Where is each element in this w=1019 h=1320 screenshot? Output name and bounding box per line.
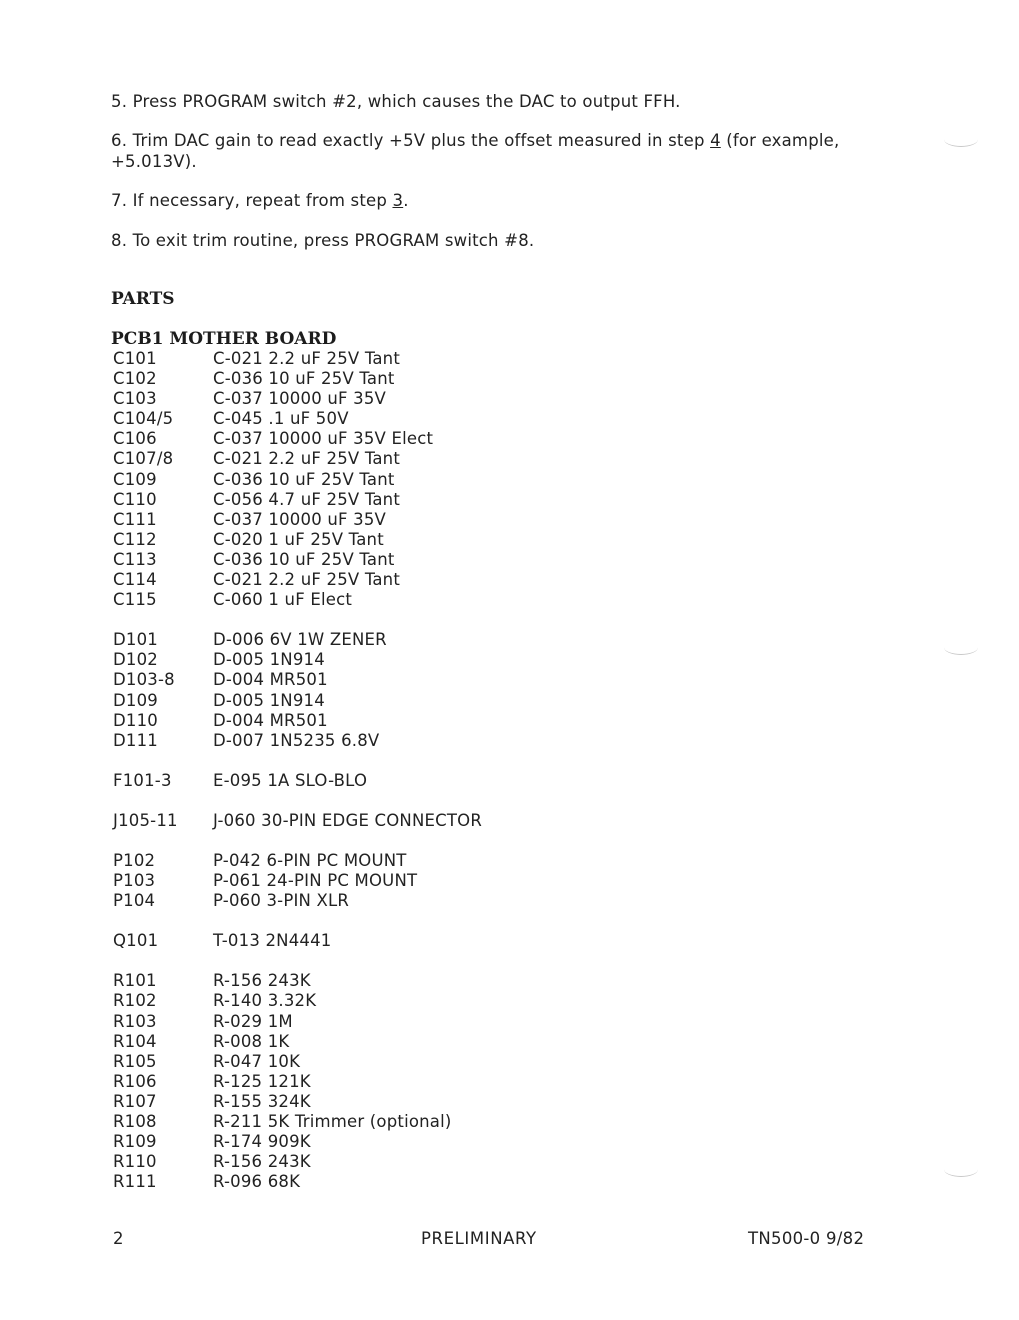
part-reference: R101 [113, 971, 157, 991]
part-reference: C101 [113, 349, 157, 368]
part-reference: C107/8 [113, 449, 174, 469]
part-reference: R104 [113, 1031, 157, 1051]
part-row [113, 691, 713, 711]
part-row [113, 771, 713, 791]
part-reference: D111 [113, 730, 158, 750]
parts-group [113, 971, 713, 1192]
part-row [113, 931, 713, 951]
part-row [113, 590, 713, 610]
part-row [113, 1012, 713, 1032]
part-row [113, 1032, 713, 1052]
part-reference: R103 [113, 1011, 157, 1031]
part-description: C-037 10000 uF 35V [213, 389, 387, 409]
part-row [113, 570, 713, 590]
part-reference: R106 [113, 1071, 157, 1091]
part-description: D-006 6V 1W ZENER [213, 630, 387, 650]
part-reference: Q101 [113, 931, 159, 951]
part-description: C-036 10 uF 25V Tant [213, 469, 395, 489]
footer-status: PRELIMINARY [421, 1229, 537, 1248]
part-reference: C111 [113, 509, 157, 529]
part-description: R-156 243K [213, 971, 311, 991]
part-description: R-155 324K [213, 1091, 311, 1111]
part-row [113, 530, 713, 550]
part-description: D-005 1N914 [213, 650, 325, 670]
part-reference: C103 [113, 389, 157, 409]
part-description: R-047 10K [213, 1051, 301, 1071]
part-description: R-211 5K Trimmer (optional) [213, 1112, 452, 1131]
part-row [113, 670, 713, 690]
part-description: R-008 1K [213, 1031, 290, 1051]
part-row [113, 470, 713, 490]
step-6 [111, 130, 881, 172]
part-reference: C114 [113, 570, 157, 590]
part-description: C-020 1 uF 25V Tant [213, 529, 384, 549]
binder-hole-mark [944, 132, 978, 147]
part-reference: C110 [113, 489, 157, 509]
part-reference: D109 [113, 690, 158, 710]
part-reference: R107 [113, 1091, 157, 1111]
part-description: C-060 1 uF Elect [213, 590, 353, 610]
part-row [113, 349, 713, 369]
part-description: P-061 24-PIN PC MOUNT [213, 871, 418, 891]
part-row [113, 429, 713, 449]
part-reference: R105 [113, 1051, 157, 1071]
part-description: C-045 .1 uF 50V [213, 409, 349, 429]
part-row [113, 1132, 713, 1152]
part-description: P-060 3-PIN XLR [213, 891, 350, 911]
part-description: D-004 MR501 [213, 710, 328, 730]
part-description: R-125 121K [213, 1071, 311, 1091]
part-reference: R111 [113, 1172, 157, 1192]
part-description: R-156 243K [213, 1152, 311, 1172]
part-reference: C104/5 [113, 409, 174, 429]
step-7-ref: 3 [392, 191, 404, 210]
part-row [113, 1092, 713, 1112]
part-description: P-042 6-PIN PC MOUNT [213, 850, 407, 870]
part-row [113, 449, 713, 469]
part-row [113, 1072, 713, 1092]
board-heading: PCB1 MOTHER BOARD [111, 329, 337, 349]
part-reference: C102 [113, 369, 157, 389]
part-row [113, 1172, 713, 1192]
parts-group [113, 811, 713, 831]
part-row [113, 1152, 713, 1172]
part-description: J-060 30-PIN EDGE CONNECTOR [213, 810, 482, 830]
part-reference: P102 [113, 850, 156, 870]
part-row [113, 510, 713, 530]
part-reference: C113 [113, 549, 157, 569]
part-row [113, 369, 713, 389]
part-row [113, 851, 713, 871]
part-row [113, 971, 713, 991]
step-5: 5. Press PROGRAM switch #2, which causes the DAC to output FFH. [111, 92, 681, 111]
part-reference: R102 [113, 991, 157, 1011]
step-8: 8. To exit trim routine, press PROGRAM switch #8. [111, 231, 535, 250]
parts-heading: PARTS [111, 289, 175, 309]
part-description: C-021 2.2 uF 25V Tant [213, 449, 401, 469]
parts-group [113, 931, 713, 951]
part-reference: R110 [113, 1152, 157, 1172]
part-reference: C106 [113, 429, 157, 449]
part-reference: C112 [113, 529, 157, 549]
part-reference: D101 [113, 630, 158, 650]
part-reference: C115 [113, 590, 157, 610]
part-reference: R109 [113, 1132, 157, 1152]
part-description: C-036 10 uF 25V Tant [213, 369, 395, 389]
page-number: 2 [113, 1229, 125, 1248]
part-row [113, 630, 713, 650]
step-6-ref: 4 [710, 131, 721, 150]
part-row [113, 811, 713, 831]
part-description: R-029 1M [213, 1011, 293, 1031]
part-row [113, 550, 713, 570]
part-reference: J105-11 [113, 810, 178, 830]
part-reference: D103-8 [113, 670, 175, 690]
part-row [113, 1052, 713, 1072]
part-description: T-013 2N4441 [213, 931, 332, 951]
binder-hole-mark [944, 1162, 978, 1177]
part-description: R-096 68K [213, 1172, 301, 1192]
part-description: C-056 4.7 uF 25V Tant [213, 489, 401, 509]
part-reference: D110 [113, 710, 158, 730]
step-6-text: 6. Trim DAC gain to read exactly +5V plus the offset measured in step [111, 131, 711, 150]
binder-hole-mark [944, 640, 978, 655]
part-reference: R108 [113, 1112, 157, 1131]
part-row [113, 711, 713, 731]
parts-group [113, 349, 713, 610]
parts-group [113, 851, 713, 911]
part-row [113, 490, 713, 510]
step-7-text-end: . [403, 191, 409, 210]
part-row [113, 991, 713, 1011]
part-row [113, 1112, 713, 1132]
part-description: C-037 10000 uF 35V [213, 509, 387, 529]
part-description: C-021 2.2 uF 25V Tant [213, 570, 401, 590]
part-description: E-095 1A SLO-BLO [213, 770, 368, 790]
part-row [113, 650, 713, 670]
part-description: D-005 1N914 [213, 690, 325, 710]
part-row [113, 871, 713, 891]
part-row [113, 409, 713, 429]
part-row [113, 891, 713, 911]
parts-group [113, 630, 713, 751]
part-description: D-007 1N5235 6.8V [213, 730, 380, 750]
part-reference: C109 [113, 469, 157, 489]
part-reference: P104 [113, 891, 156, 911]
parts-group [113, 771, 713, 791]
part-row [113, 731, 713, 751]
part-description: C-037 10000 uF 35V Elect [213, 429, 434, 449]
part-description: C-036 10 uF 25V Tant [213, 549, 395, 569]
part-reference: D102 [113, 650, 158, 670]
step-6-text-end: (for example, +5.013V). [111, 131, 840, 171]
part-description: R-140 3.32K [213, 991, 317, 1011]
part-description: C-021 2.2 uF 25V Tant [213, 349, 401, 368]
part-description: D-004 MR501 [213, 670, 328, 690]
part-row [113, 389, 713, 409]
part-description: R-174 909K [213, 1132, 311, 1152]
step-7 [111, 190, 881, 211]
part-reference: F101-3 [113, 770, 172, 790]
footer-doc-id: TN500-0 9/82 [748, 1229, 865, 1248]
part-reference: P103 [113, 871, 156, 891]
parts-list [113, 349, 713, 1212]
step-7-text: 7. If necessary, repeat from step [111, 191, 393, 210]
